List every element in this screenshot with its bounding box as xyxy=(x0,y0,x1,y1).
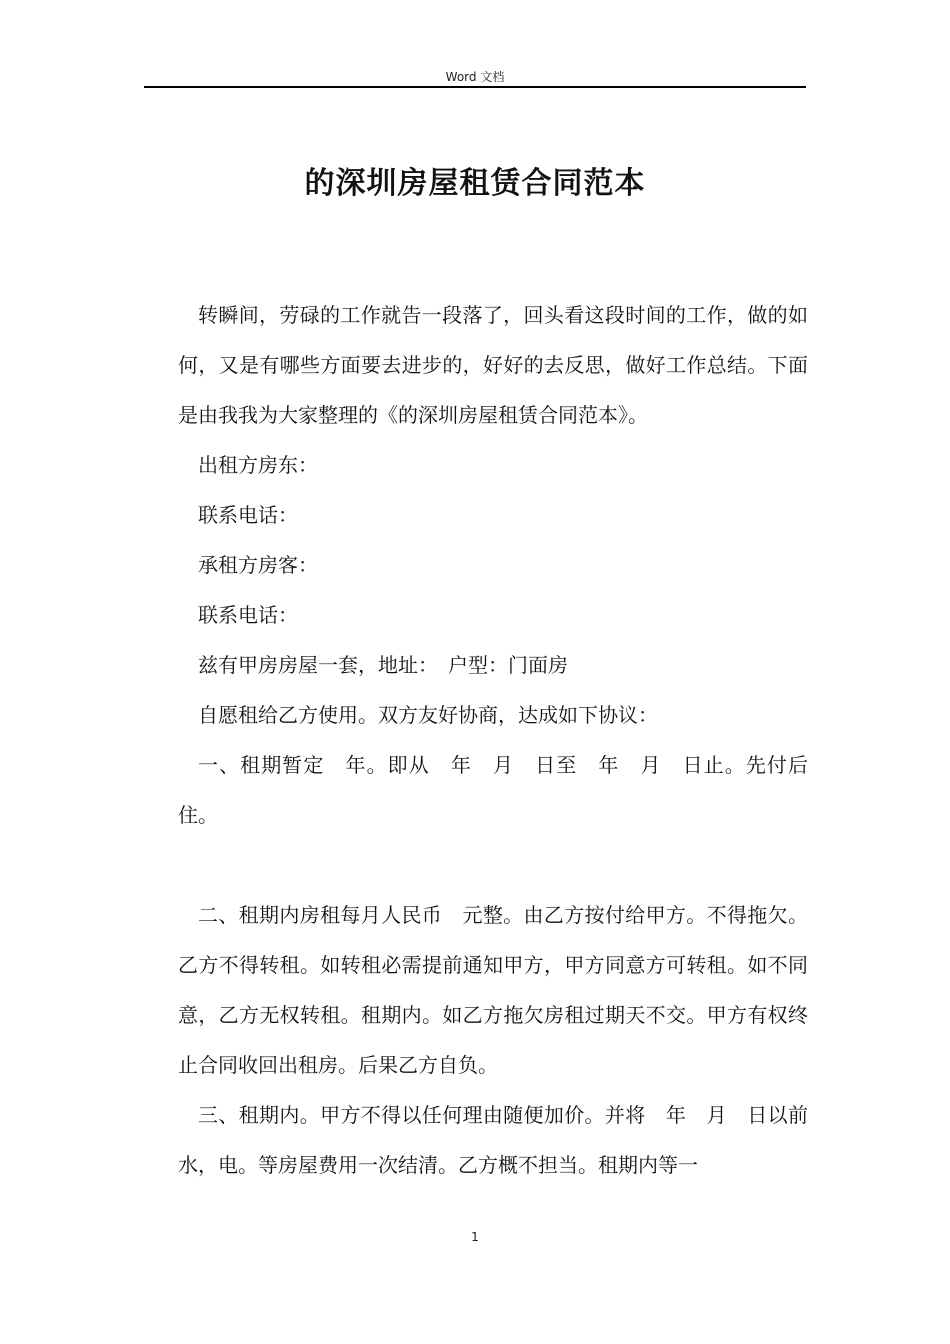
blank-line xyxy=(178,840,808,890)
document-title: 的深圳房屋租赁合同范本 xyxy=(304,166,646,201)
page-number: 1 xyxy=(471,1230,479,1244)
intro-paragraph: 转瞬间，劳碌的工作就告一段落了，回头看这段时间的工作，做的如何，又是有哪些方面要去进步的，好好的去反思，做好工作总结。下面是由我我为大家整理的《的深圳房屋租赁合同范本》。 xyxy=(178,303,808,427)
clause-3: 三、租期内。甲方不得以任何理由随便加价。并将 年 月 日以前水，电。等房屋费用一次结清。乙方概不担当。租期内等一 xyxy=(178,1103,808,1177)
page-header: Word 文档 xyxy=(445,70,505,84)
tenant-line: 承租方房客： xyxy=(198,553,318,577)
agreement-line: 自愿租给乙方使用。双方友好协商，达成如下协议： xyxy=(198,703,658,727)
landlord-line: 出租方房东： xyxy=(198,453,318,477)
document-body xyxy=(178,290,808,1190)
landlord-phone-line: 联系电话： xyxy=(198,503,298,527)
header-divider xyxy=(144,86,806,88)
clause-1: 一、租期暂定 年。即从 年 月 日至 年 月 日止。先付后住。 xyxy=(178,753,808,827)
tenant-phone-line: 联系电话： xyxy=(198,603,298,627)
property-address-line: 兹有甲房房屋一套，地址： 户型：门面房 xyxy=(198,653,568,677)
clause-2: 二、租期内房租每月人民币 元整。由乙方按付给甲方。不得拖欠。乙方不得转租。如转租必需提前通知甲方，甲方同意方可转租。如不同意，乙方无权转租。租期内。如乙方拖欠房租过期天不交。甲方有权终止合同收回出租房。后果乙方自负。 xyxy=(178,903,808,1077)
